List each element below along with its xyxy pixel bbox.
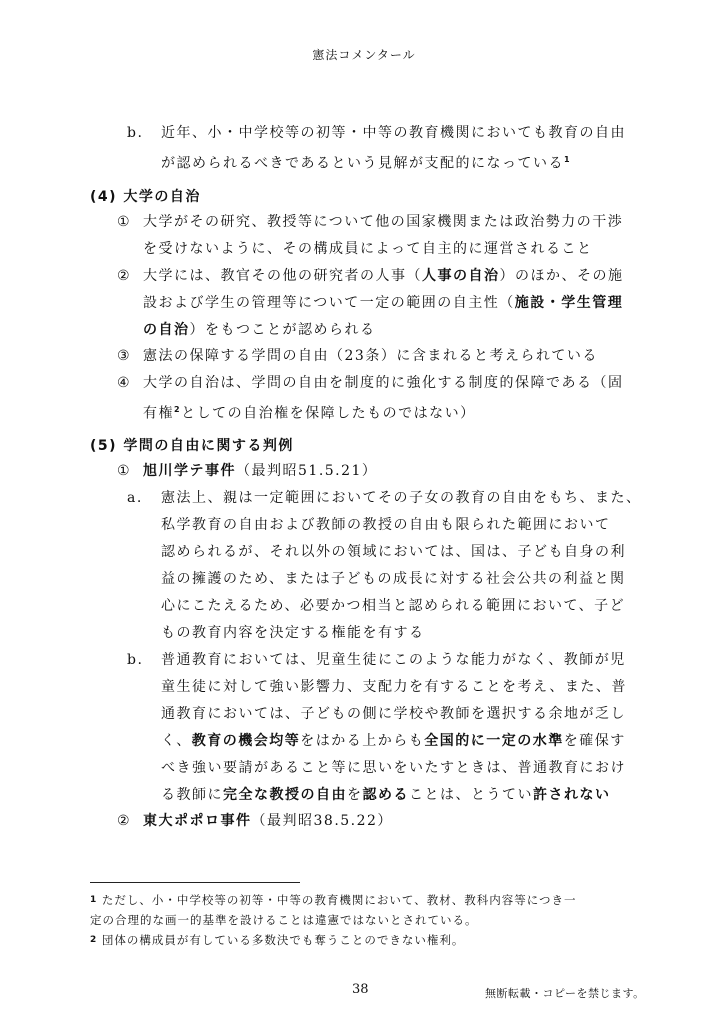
paragraph-line: 設および学生の管理等について一定の範囲の自主性（施設・学生管理: [143, 295, 624, 311]
emphasis: 全国的に一定の水準: [424, 733, 564, 749]
emphasis: 教育の機会均等: [191, 733, 301, 749]
emphasis: 人事の自治: [422, 268, 500, 284]
list-marker: ④: [117, 375, 132, 391]
section-heading: (5) 学問の自由に関する判例: [90, 438, 294, 454]
copyright-notice: 無断転載・コピーを禁じます。: [485, 987, 645, 1000]
footnote-ref[interactable]: 1: [564, 155, 572, 164]
footnote-ref[interactable]: 2: [174, 405, 182, 414]
paragraph-line: もの教育内容を決定する権能を有する: [161, 625, 425, 641]
paragraph-line: く、教育の機会均等をはかる上からも全国的に一定の水準を確保す: [161, 733, 626, 749]
case-title: 旭川学テ事件（最判昭51.5.21）: [143, 463, 378, 479]
running-header: 憲法コメンタール: [312, 48, 416, 62]
paragraph-line: 益の擁護のため、または子どもの成長に対する社会公共の利益と関: [161, 571, 626, 587]
paragraph-line: が認められるべきであるという見解が支配的になっている$^1$: [161, 155, 572, 172]
paragraph-line: 私学教育の自由および教師の教授の自由も限られた範囲において: [161, 517, 611, 533]
footnote-divider: [90, 882, 300, 883]
list-marker: ①: [117, 463, 132, 479]
paragraph-line: 憲法上、親は一定範囲においてその子女の教育の自由をもち、また、: [161, 490, 642, 506]
footnote-1-continued: 定の合理的な画一的基準を設けることは違憲ではないとされている。: [90, 913, 478, 927]
emphasis: 完全な教授の自由: [223, 787, 347, 803]
paragraph-line: 大学には、教官その他の研究者の人事（人事の自治）のほか、その施: [143, 268, 624, 284]
paragraph-line: 大学の自治は、学問の自由を制度的に強化する制度的保障である（固: [143, 375, 624, 391]
list-marker: b.: [127, 652, 144, 668]
paragraph-line: を受けないように、その構成員によって自主的に運営されること: [143, 241, 593, 257]
emphasis: 許されない: [533, 787, 611, 803]
emphasis: 認める: [362, 787, 409, 803]
list-marker: ②: [117, 268, 132, 284]
list-marker: a.: [127, 490, 143, 506]
emphasis: 施設・学生管理: [514, 295, 624, 311]
list-marker: b.: [127, 125, 144, 141]
footnote-1: $^1$ ただし、小・中学校等の初等・中等の教育機関において、教材、教科内容等につき一: [90, 893, 577, 907]
list-marker: ①: [117, 214, 132, 230]
emphasis: の自治: [143, 322, 190, 338]
paragraph-line: 近年、小・中学校等の初等・中等の教育機関においても教育の自由: [161, 125, 626, 141]
footnote-2: $^2$ 団体の構成員が有している多数決でも奪うことのできない権利。: [90, 933, 465, 947]
case-title: 東大ポポロ事件（最判昭38.5.22）: [143, 813, 393, 829]
paragraph-line: 認められるが、それ以外の領域においては、国は、子ども自身の利: [161, 544, 626, 560]
paragraph-line: べき強い要請があること等に思いをいたすときは、普通教育におけ: [161, 760, 626, 776]
list-marker: ②: [117, 813, 132, 829]
section-heading: (4) 大学の自治: [90, 189, 201, 205]
list-marker: ③: [117, 348, 132, 364]
paragraph-line: 童生徒に対して強い影響力、支配力を有することを考え、また、普: [161, 679, 627, 695]
paragraph-line: 大学がその研究、教授等について他の国家機関または政治勢力の干渉: [143, 214, 624, 230]
paragraph-line: る教師に完全な教授の自由を認めることは、とうてい許されない: [161, 787, 611, 803]
paragraph-line: 通教育においては、子どもの側に学校や教師を選択する余地が乏し: [161, 706, 626, 722]
paragraph-line: 有権$^2$としての自治権を保障したものではない）: [143, 405, 476, 422]
paragraph-line: 憲法の保障する学問の自由（23条）に含まれると考えられている: [143, 348, 598, 364]
paragraph-line: 普通教育においては、児童生徒にこのような能力がなく、教師が児: [161, 652, 626, 668]
paragraph-line: 心にこたえるため、必要かつ相当と認められる範囲において、子ど: [161, 598, 626, 614]
page-number: 38: [352, 982, 369, 997]
paragraph-line: の自治）をもつことが認められる: [143, 322, 376, 338]
